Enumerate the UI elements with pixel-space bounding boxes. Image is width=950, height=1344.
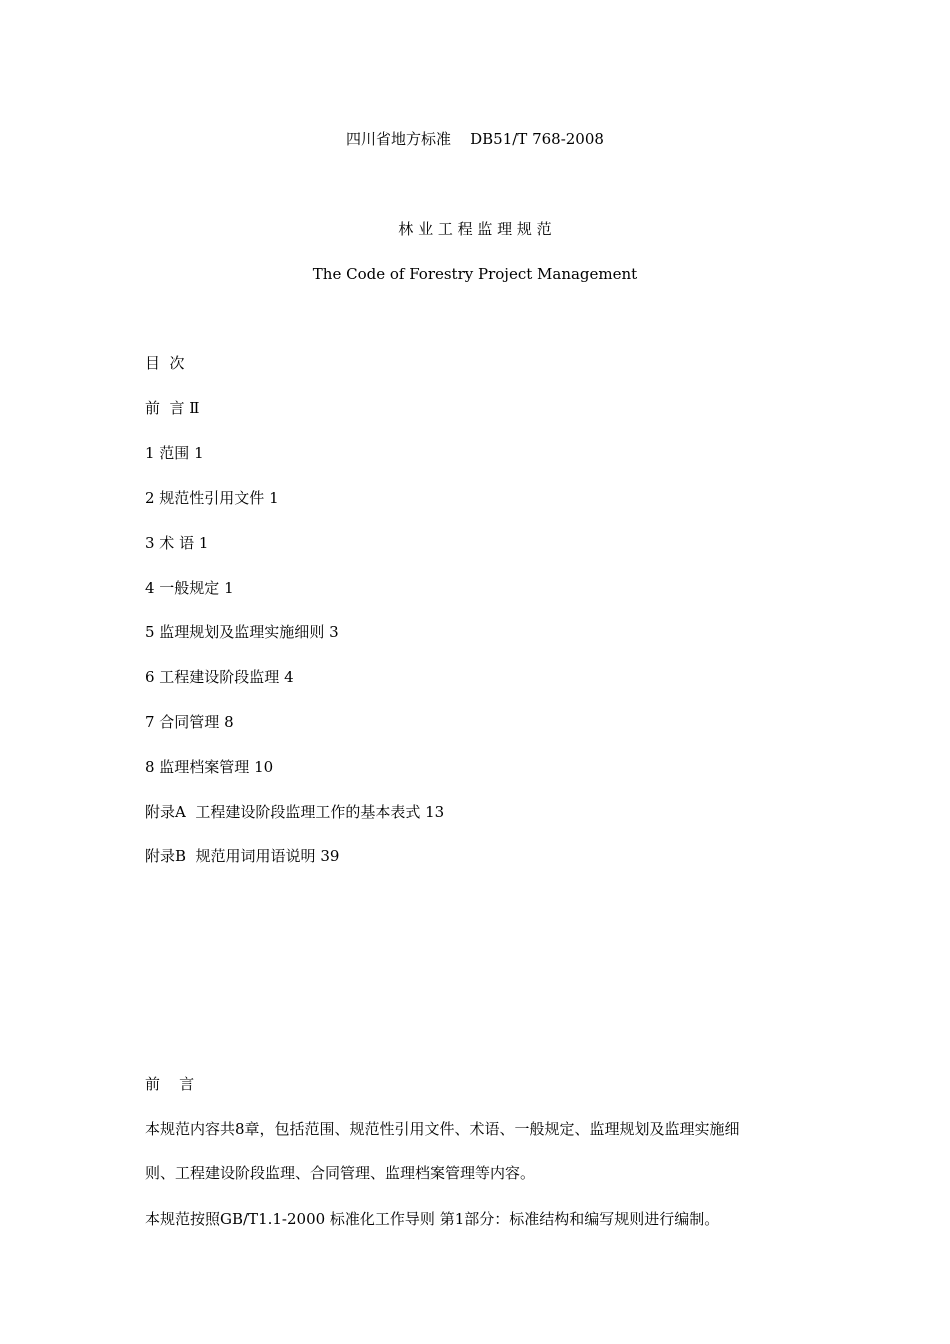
foreword-paragraph-1-line-2: 则、工程建设阶段监理、合同管理、监理档案管理等内容。: [145, 1164, 536, 1182]
standard-header: 四川省地方标准 DB51/T 768-2008: [346, 130, 604, 148]
document-title-zh: 林 业 工 程 监 理 规 范: [398, 220, 552, 238]
foreword-paragraph-1-line-1: 本规范内容共8章，包括范围、规范性引用文件、术语、一般规定、监理规划及监理实施细: [145, 1120, 740, 1138]
toc-item-foreword: 前 言 Ⅱ: [145, 399, 200, 417]
toc-item-6: 6 工程建设阶段监理 4: [145, 668, 294, 686]
toc-item-3: 3 术 语 1: [145, 534, 209, 552]
toc-item-appendix-b: 附录B 规范用词用语说明 39: [145, 847, 340, 865]
foreword-heading: 前 言: [145, 1075, 195, 1093]
toc-item-7: 7 合同管理 8: [145, 713, 234, 731]
foreword-paragraph-2: 本规范按照GB/T1.1-2000 标准化工作导则 第1部分：标准结构和编写规则进行编制。: [145, 1210, 720, 1228]
toc-item-4: 4 一般规定 1: [145, 579, 234, 597]
toc-item-5: 5 监理规划及监理实施细则 3: [145, 623, 339, 641]
toc-item-1: 1 范围 1: [145, 444, 204, 462]
toc-heading: 目 次: [145, 354, 185, 372]
document-title-en: The Code of Forestry Project Management: [312, 265, 638, 283]
toc-item-2: 2 规范性引用文件 1: [145, 489, 279, 507]
toc-item-appendix-a: 附录A 工程建设阶段监理工作的基本表式 13: [145, 803, 445, 821]
toc-item-8: 8 监理档案管理 10: [145, 758, 274, 776]
